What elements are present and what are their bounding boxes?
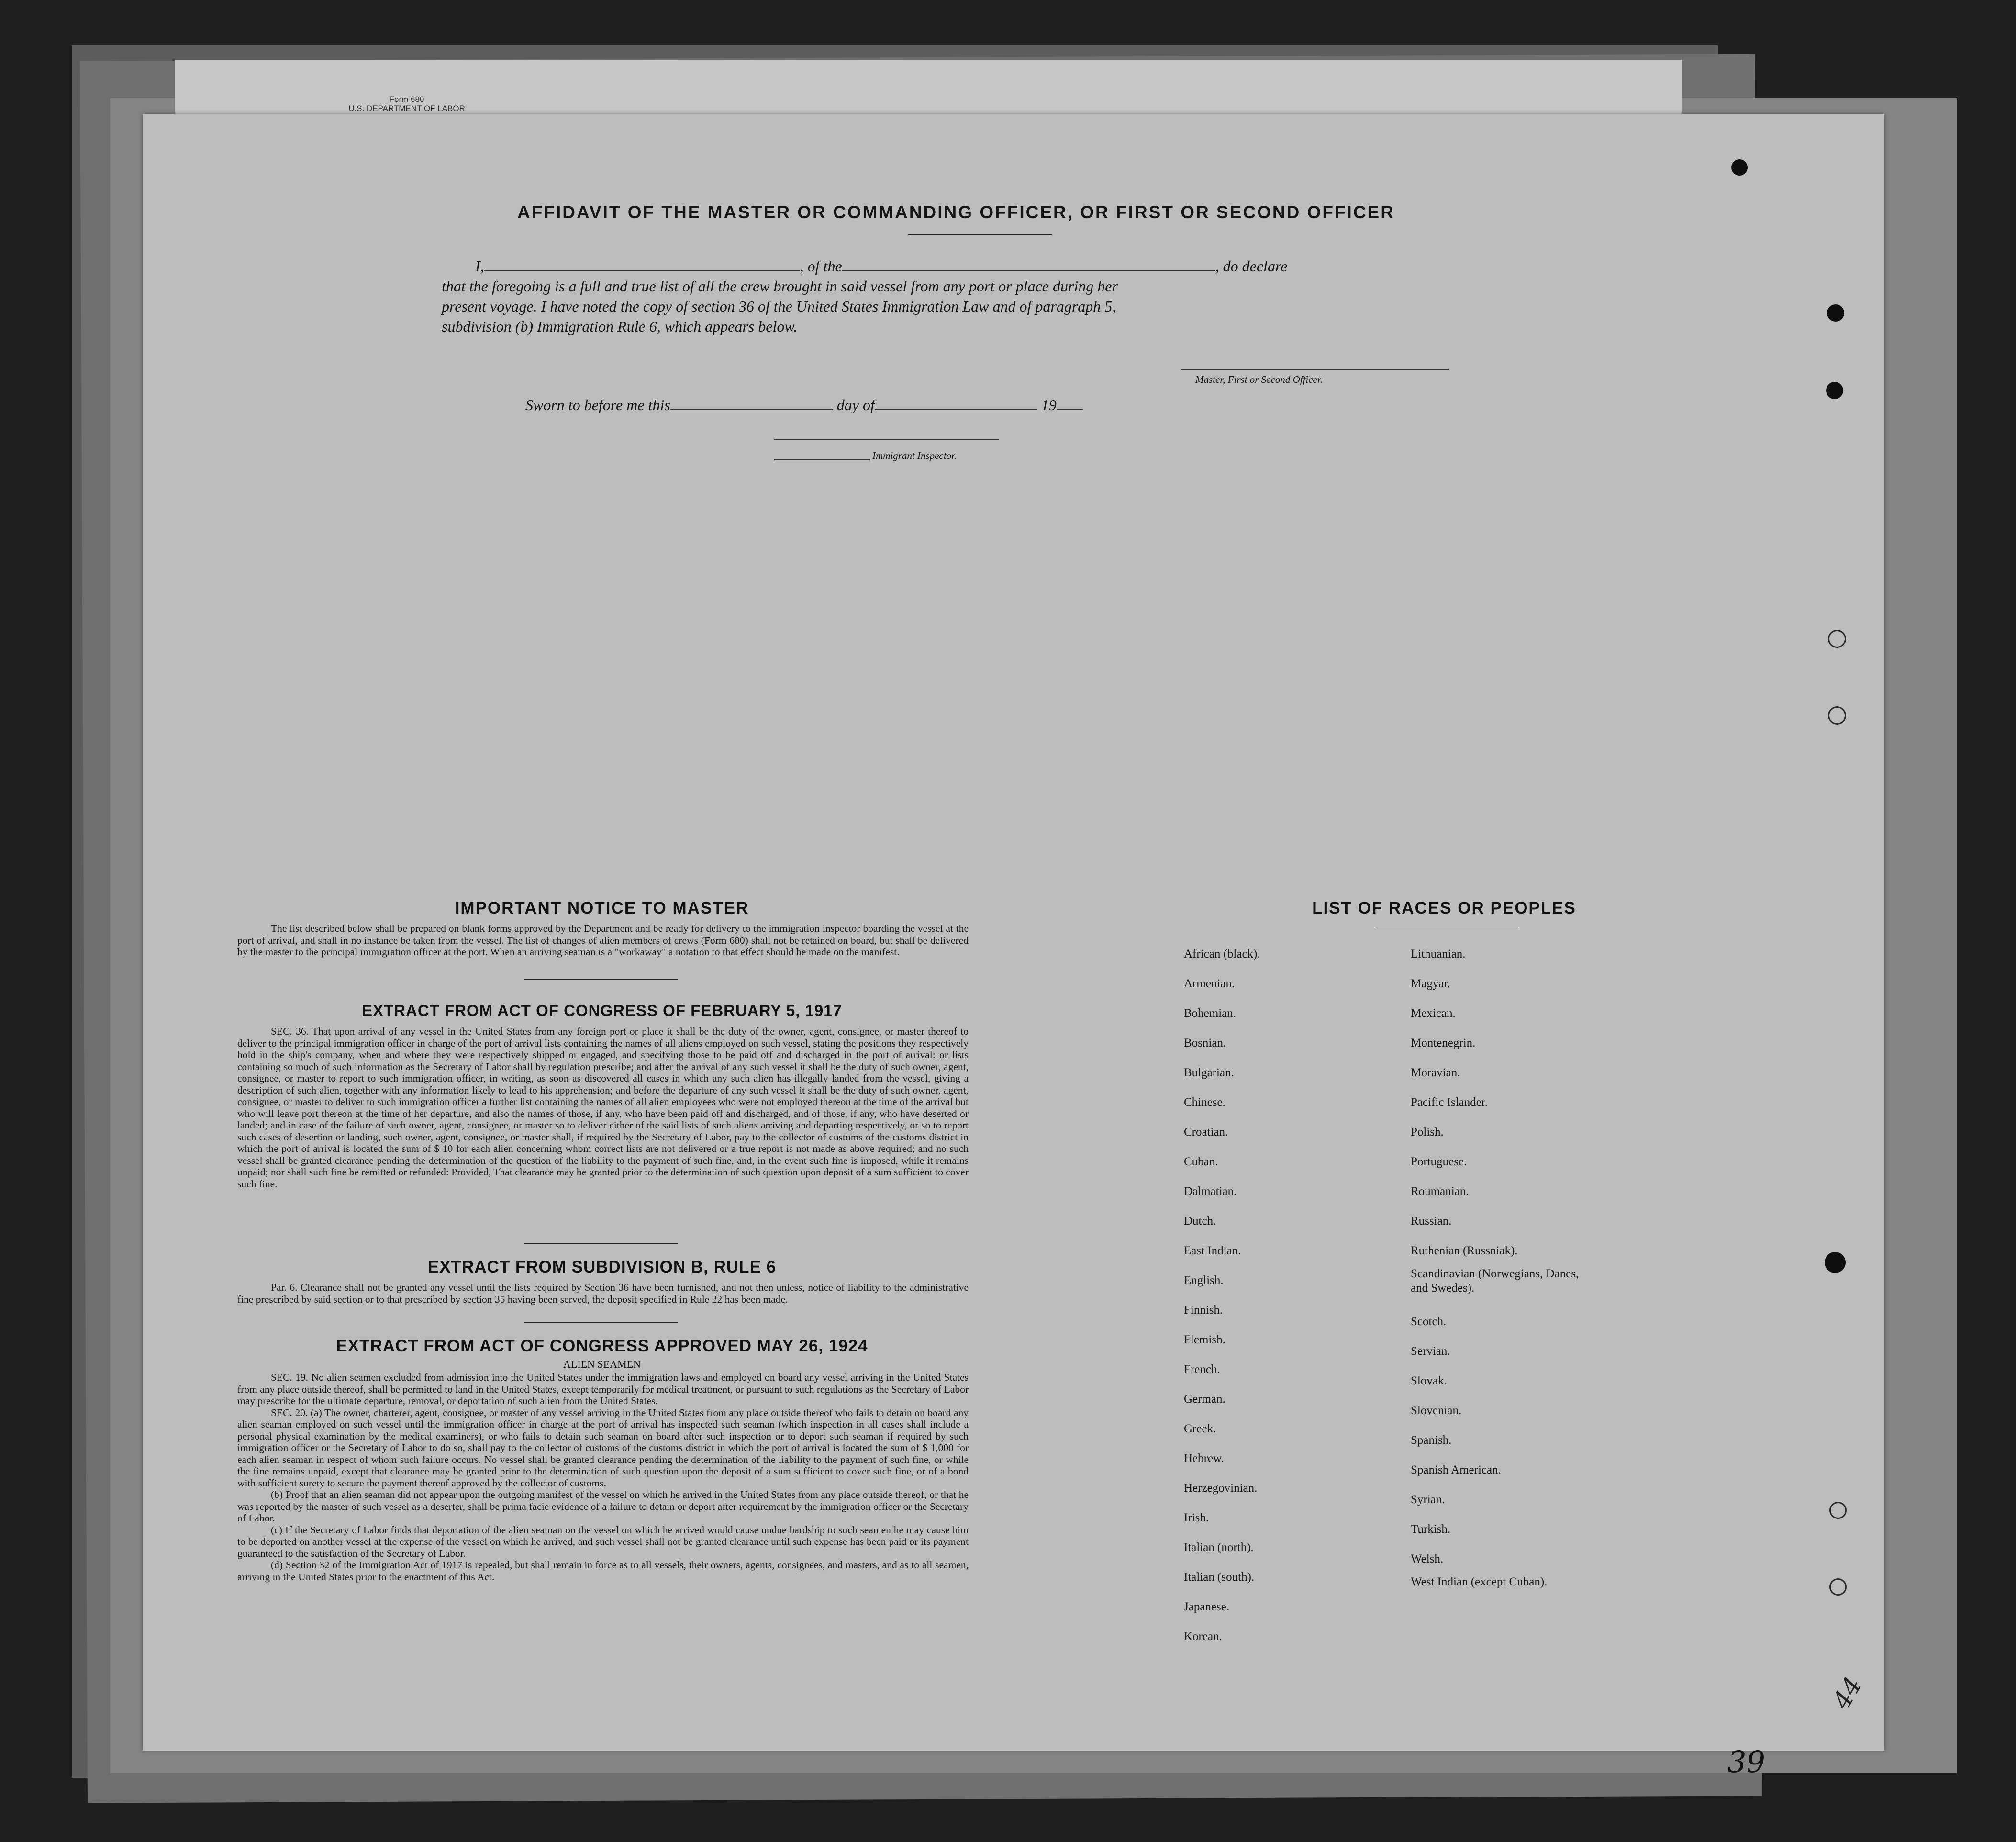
race-item: Polish.	[1411, 1126, 1444, 1139]
extract-1924-paragraph: (d) Section 32 of the Immigration Act of 1917 is repealed, but shall remain in force as to all vessels, their owners, agents, consignees, and masters, and as to all seamen, arriving in the United States prior to the enactment of this Act.	[237, 1559, 969, 1583]
race-item: Bulgarian.	[1184, 1066, 1234, 1079]
affidavit-title: AFFIDAVIT OF THE MASTER OR COMMANDING OFFICER, OR FIRST OR SECOND OFFICER	[517, 202, 1395, 222]
handwritten-side-number: 44	[1827, 1672, 1868, 1714]
master-signature-line	[1181, 369, 1449, 370]
race-item: Magyar.	[1411, 977, 1450, 990]
race-item: African (black).	[1184, 948, 1260, 960]
extract-1924-subtitle: ALIEN SEAMEN	[563, 1358, 641, 1370]
race-item: Portuguese.	[1411, 1155, 1467, 1168]
race-item: Scotch.	[1411, 1315, 1447, 1328]
notice-rule	[524, 979, 678, 980]
races-right-column	[1411, 939, 1612, 1615]
sworn-label: Sworn to before me this	[525, 396, 670, 413]
extract-1924-paragraph: (c) If the Secretary of Labor finds that deportation of the alien seaman on the vessel on which he arrived would cause undue hardship to such seamen he may cause him to be deported on another vessel at the expense of the vessel on which he arrived, and such vessel shall not be granted clearance until such expense has been paid or its payment guaranteed to the satisfaction of the Secretary of Labor.	[237, 1524, 969, 1559]
race-item: Japanese.	[1184, 1600, 1230, 1613]
race-item: Turkish.	[1411, 1523, 1451, 1536]
punch-hole	[1731, 159, 1748, 176]
race-item: Bosnian.	[1184, 1037, 1226, 1049]
extract-rule6-title: EXTRACT FROM SUBDIVISION B, RULE 6	[427, 1258, 777, 1276]
document-page	[143, 114, 1884, 1751]
race-item: Hebrew.	[1184, 1452, 1224, 1465]
extract-1924-paragraph: SEC. 19. No alien seamen excluded from admission into the United States under the immigration laws and employed on board any vessel arriving in the United States from any place outside thereof, shall be permitted to land in the United States, except temporarily for medical treatment, or pursuant to such regulations as the Secretary of Labor may prescribe for the ultimate departure, removal, or deportation of such alien from the United States.	[237, 1372, 969, 1407]
extract-1924-paragraph: (b) Proof that an alien seaman did not appear upon the outgoing manifest of the vessel on which he arrived in the United States from any place outside thereof, or that he was reported by the master of such vessel as a deserter, shall be prima facie evidence of a failure to detain or deport after requirement by the immigration officer or the Secretary of Labor.	[237, 1489, 969, 1524]
race-item: Roumanian.	[1411, 1185, 1469, 1198]
race-item: Russian.	[1411, 1215, 1452, 1228]
race-item: Flemish.	[1184, 1333, 1225, 1346]
punch-hole	[1826, 382, 1843, 399]
master-signature-caption: Master, First or Second Officer.	[1195, 374, 1323, 385]
race-item: Servian.	[1411, 1345, 1450, 1358]
race-item: Slovenian.	[1411, 1404, 1462, 1417]
affidavit-title-rule	[908, 234, 1052, 235]
punch-hole	[1828, 630, 1846, 648]
handwritten-corner-number: 39	[1727, 1744, 1765, 1779]
notice-title: IMPORTANT NOTICE TO MASTER	[455, 899, 749, 917]
race-item: Scandinavian (Norwegians, Danes, and Swedes).	[1411, 1267, 1579, 1295]
race-item: Cuban.	[1184, 1155, 1218, 1168]
race-item: Irish.	[1184, 1511, 1209, 1524]
race-item: Spanish.	[1411, 1434, 1452, 1447]
race-item: Croatian.	[1184, 1126, 1228, 1139]
extract-rule6-text: Par. 6. Clearance shall not be granted any vessel until the lists required by Section 36 have been furnished, and not then unless, notice of liability to the administrative fine prescribed by said section or to that prescribed by section 35 having been served, the deposit specified in Rule 22 has been made.	[237, 1282, 969, 1305]
race-item: Finnish.	[1184, 1304, 1223, 1317]
race-item: Herzegovinian.	[1184, 1482, 1258, 1495]
extract-1917-text: SEC. 36. That upon arrival of any vessel in the United States from any foreign port or place it shall be the duty of the owner, agent, consignee, or master thereof to deliver to the principal immigration officer in charge of the port of arrival lists containing the names of all aliens employed on such vessel, stating the positions they respectively hold in the ship's company, when and where they were respectively shipped or engaged, and specifying those to be paid off and discharged in the port of arrival: or lists containing so much of such information as the Secretary of Labor shall by regulation prescribe; and after the arrival of any such vessel it shall be the duty of such owner, agent, consignee, or master to report to such immigration officer, in writing, as soon as discovered all cases in which any such alien has illegally landed from the vessel, giving a description of such alien, together with any information likely to lead to his apprehension; and before the departure of any such vessel it shall be the duty of such owner, agent, consignee, or master to deliver to such immigration officer a further list containing the names of all alien employees who were not employed thereon at the time of the arrival but who will leave port thereon at the time of her departure, and also the names of those, if any, who have been paid off and discharged, and of those, if any, who have deserted or landed; and in case of the failure of such owner, agent, consignee, or master so to deliver either of the said lists of such aliens arriving and departing respectively, or so to report such cases of desertion or landing, such owner, agent, consignee, or master shall, if required by the Secretary of Labor, pay to the collector of customs of the customs district in which the port of arrival is located the sum of $ 10 for each alien concerning whom correct lists are not delivered or a true report is not made as above required; and no such vessel shall be granted clearance pending the determination of the question of the liability to the payment of such fine, and, in the event such fine is imposed, while it remains unpaid; nor shall such fine be remitted or refunded: Provided, That clearance may be granted prior to the determination of such question upon deposit of a sum sufficient to cover such fine.	[237, 1026, 969, 1190]
race-item: Pacific Islander.	[1411, 1096, 1488, 1109]
race-item: French.	[1184, 1363, 1220, 1376]
inspector-caption: Immigrant Inspector.	[872, 450, 957, 461]
punch-hole	[1827, 304, 1844, 322]
affidavit-line-2: that the foregoing is a full and true list of all the crew brought in said vessel from any port or place during her	[442, 278, 1118, 295]
race-item: Korean.	[1184, 1630, 1222, 1643]
vessel-blank	[842, 258, 1215, 271]
race-item: Spanish American.	[1411, 1463, 1501, 1476]
under-form-number: Form 680	[389, 95, 424, 104]
extract-1924-title: EXTRACT FROM ACT OF CONGRESS APPROVED MAY 26, 1924	[336, 1337, 868, 1355]
race-item: German.	[1184, 1393, 1225, 1406]
extract-1924-body	[237, 1372, 969, 1583]
notice-text: The list described below shall be prepared on blank forms approved by the Department and be ready for delivery to the immigration inspector boarding the vessel at the port of arrival, and shall in no instance be taken from the vessel. The list of changes of alien members of crews (Form 680) shall not be retained on board, but shall be delivered by the master to the principal immigration officer at the port. When an arriving seaman is a "workaway" a notation to that effect should be made on the manifest.	[237, 923, 969, 958]
punch-hole	[1829, 1502, 1847, 1519]
sworn-line	[525, 396, 1083, 414]
extract-1917-title: EXTRACT FROM ACT OF CONGRESS OF FEBRUARY 5, 1917	[362, 1002, 842, 1019]
day-of-label: day of	[836, 396, 875, 413]
race-item: Ruthenian (Russniak).	[1411, 1244, 1518, 1257]
race-item: Bohemian.	[1184, 1007, 1236, 1020]
extract-rule6-rule	[524, 1322, 678, 1323]
affidavit-of-the-label: , of the	[800, 257, 842, 275]
race-item: Welsh.	[1411, 1552, 1444, 1565]
race-item: West Indian (except Cuban).	[1411, 1575, 1548, 1588]
name-blank	[484, 258, 800, 271]
extract-1924-paragraph: SEC. 20. (a) The owner, charterer, agent, consignee, or master of any vessel arriving in the United States from any place outside thereof who fails to detain on board any alien seaman employed on such vessel until the immigration officer in charge at the port of arrival has inspected such seaman (which inspection in all cases shall include a personal physical examination by the medical examiners), or who fails to detain such seaman on board after such inspection or to deport such seaman if required by such immigration officer or the Secretary of Labor to do so, shall pay to the collector of customs of the customs district in which the port of arrival is located the sum of $ 1,000 for each alien seaman in respect of whom such failure occurs. No vessel shall be granted clearance pending the determination of the liability to the payment of such fine, or while the fine remains unpaid, except that clearance may be granted prior to the determination of such question upon the deposit of a sum sufficient to cover such fine, or of a bond with sufficient surety to secure the payment thereof approved by the collector of customs.	[237, 1407, 969, 1489]
affidavit-line-3: present voyage. I have noted the copy of section 36 of the United States Immigration Law and of paragraph 5,	[442, 298, 1116, 315]
race-item: Chinese.	[1184, 1096, 1225, 1109]
punch-hole	[1828, 706, 1846, 725]
race-item: English.	[1184, 1274, 1224, 1287]
race-item: Syrian.	[1411, 1493, 1445, 1506]
race-item: Slovak.	[1411, 1374, 1447, 1387]
sworn-month-blank	[875, 397, 1037, 410]
race-item: East Indian.	[1184, 1244, 1241, 1257]
races-title: LIST OF RACES OR PEOPLES	[1312, 899, 1576, 917]
under-form-department: U.S. DEPARTMENT OF LABOR	[348, 104, 465, 113]
affidavit-line-4: subdivision (b) Immigration Rule 6, which appears below.	[442, 318, 798, 335]
races-left-column	[1184, 939, 1404, 1652]
year-prefix-label: 19	[1041, 396, 1057, 413]
inspector-signature-line	[774, 459, 870, 460]
punch-hole	[1829, 1578, 1847, 1596]
race-item: Italian (north).	[1184, 1541, 1254, 1554]
race-item: Lithuanian.	[1411, 948, 1466, 960]
affidavit-line-1	[475, 257, 1287, 275]
sworn-day-blank	[670, 397, 833, 410]
race-item: Greek.	[1184, 1422, 1216, 1435]
race-item: Dutch.	[1184, 1215, 1216, 1228]
race-item: Armenian.	[1184, 977, 1235, 990]
race-item: Italian (south).	[1184, 1571, 1255, 1584]
extract-1917-rule	[524, 1243, 678, 1244]
inspector-signature-line-top	[774, 439, 999, 440]
sworn-year-blank	[1057, 397, 1083, 410]
punch-hole	[1825, 1252, 1846, 1273]
affidavit-i-label: I,	[475, 257, 484, 275]
race-item: Montenegrin.	[1411, 1037, 1476, 1049]
race-item: Moravian.	[1411, 1066, 1460, 1079]
race-item: Dalmatian.	[1184, 1185, 1237, 1198]
race-item: Mexican.	[1411, 1007, 1456, 1020]
affidavit-do-declare-label: , do declare	[1215, 257, 1288, 275]
